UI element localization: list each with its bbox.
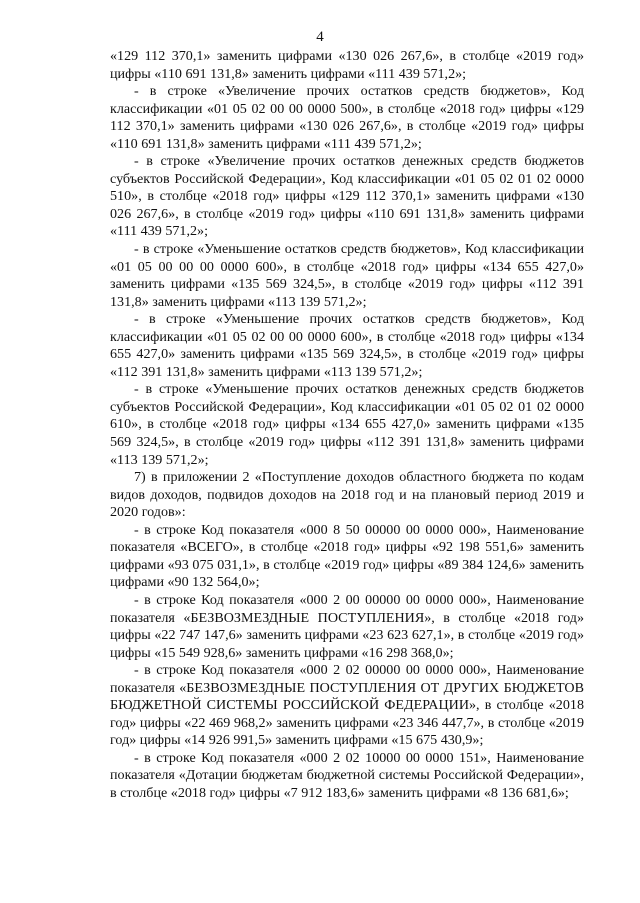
paragraph (110, 48, 584, 83)
paragraph-text: - в строке Код показателя «000 2 02 10000 00 0000 151», Наименование показателя «Дотации бюджетам бюджетной системы Российской Федерации», в столбце «2018 год» цифры «7 912 183,6» заменить цифрами «8 136 681,6»; (110, 749, 584, 801)
paragraph-text: «129 112 370,1» заменить цифрами «130 026 267,6», в столбце «2019 год» цифры «110 691 131,8» заменить цифрами «111 439 571,2»; (110, 48, 584, 82)
paragraph (110, 750, 584, 803)
paragraph-text: - в строке «Уменьшение остатков средств бюджетов», Код классификации «01 05 00 00 00 0000 600», в столбце «2018 год» цифры «134 655 427,0» заменить цифрами «135 569 324,5», в столбце «2019 год» цифры «112 391 131,8» заменить цифрами «113 139 571,2»; (110, 241, 584, 310)
paragraph-text: - в строке «Уменьшение прочих остатков средств бюджетов», Код классификации «01 05 02 00 00 0000 600», в столбце «2018 год» цифры «134 655 427,0» заменить цифрами «135 569 324,5», в столбце «2019 год» цифры «112 391 131,8» заменить цифрами «113 139 571,2»; (110, 311, 584, 380)
paragraph-text: 7) в приложении 2 «Поступление доходов областного бюджета по кодам видов доходов, подвидов доходов на 2018 год и на плановый период 2019 и 2020 годов»: (110, 469, 584, 521)
paragraph (110, 381, 584, 469)
paragraph (110, 592, 584, 662)
paragraph-text: - в строке «Увеличение прочих остатков средств бюджетов», Код классификации «01 05 02 00 00 0000 500», в столбце «2018 год» цифры «129 112 370,1» заменить цифрами «130 026 267,6», в столбце «2019 год» цифры «110 691 131,8» заменить цифрами «111 439 571,2»; (110, 83, 584, 152)
paragraph (110, 469, 584, 522)
paragraph-text: - в строке «Уменьшение прочих остатков денежных средств бюджетов субъектов Российской Федерации», Код классификации «01 05 02 01 02 0000 610», в столбце «2018 год» цифры «134 655 427,0» заменить цифрами «135 569 324,5», в столбце «2019 год» цифры «112 391 131,8» заменить цифрами «113 139 571,2»; (110, 381, 584, 468)
paragraph-text: - в строке Код показателя «000 2 00 00000 00 0000 000», Наименование показателя «БЕЗВОЗМЕЗДНЫЕ ПОСТУПЛЕНИЯ», в столбце «2018 год» цифры «22 747 147,6» заменить цифрами «23 623 627,1», в столбце «2019 год» цифры «15 549 928,6» заменить цифрами «16 298 368,0»; (110, 591, 584, 661)
paragraph-text: - в строке Код показателя «000 8 50 00000 00 0000 000», Наименование показателя «ВСЕГО», в столбце «2018 год» цифры «92 198 551,6» заменить цифрами «93 075 031,1», в столбце «2019 год» цифры «89 384 124,6» заменить цифрами «90 132 564,0»; (110, 521, 584, 591)
paragraph-text: - в строке «Увеличение прочих остатков денежных средств бюджетов субъектов Российской Федерации», Код классификации «01 05 02 01 02 0000 510», в столбце «2018 год» цифры «129 112 370,1» заменить цифрами «130 026 267,6», в столбце «2019 год» цифры «110 691 131,8» заменить цифрами «111 439 571,2»; (110, 153, 584, 240)
paragraph-text: - в строке Код показателя «000 2 02 00000 00 0000 000», Наименование показателя «БЕЗВОЗМЕЗДНЫЕ ПОСТУПЛЕНИЯ ОТ ДРУГИХ БЮДЖЕТОВ БЮДЖЕТНОЙ СИСТЕМЫ РОССИЙСКОЙ ФЕДЕРАЦИИ», в столбце «2018 год» цифры «22 469 968,2» заменить цифрами «23 346 447,7», в столбце «2019 год» цифры «14 926 991,5» заменить цифрами «15 675 430,9»; (110, 662, 584, 749)
page-number: 4 (316, 29, 324, 45)
paragraph (110, 153, 584, 241)
paragraph (110, 241, 584, 311)
document-body (110, 48, 584, 803)
paragraph (110, 83, 584, 153)
paragraph (110, 522, 584, 592)
paragraph (110, 662, 584, 750)
paragraph (110, 311, 584, 381)
